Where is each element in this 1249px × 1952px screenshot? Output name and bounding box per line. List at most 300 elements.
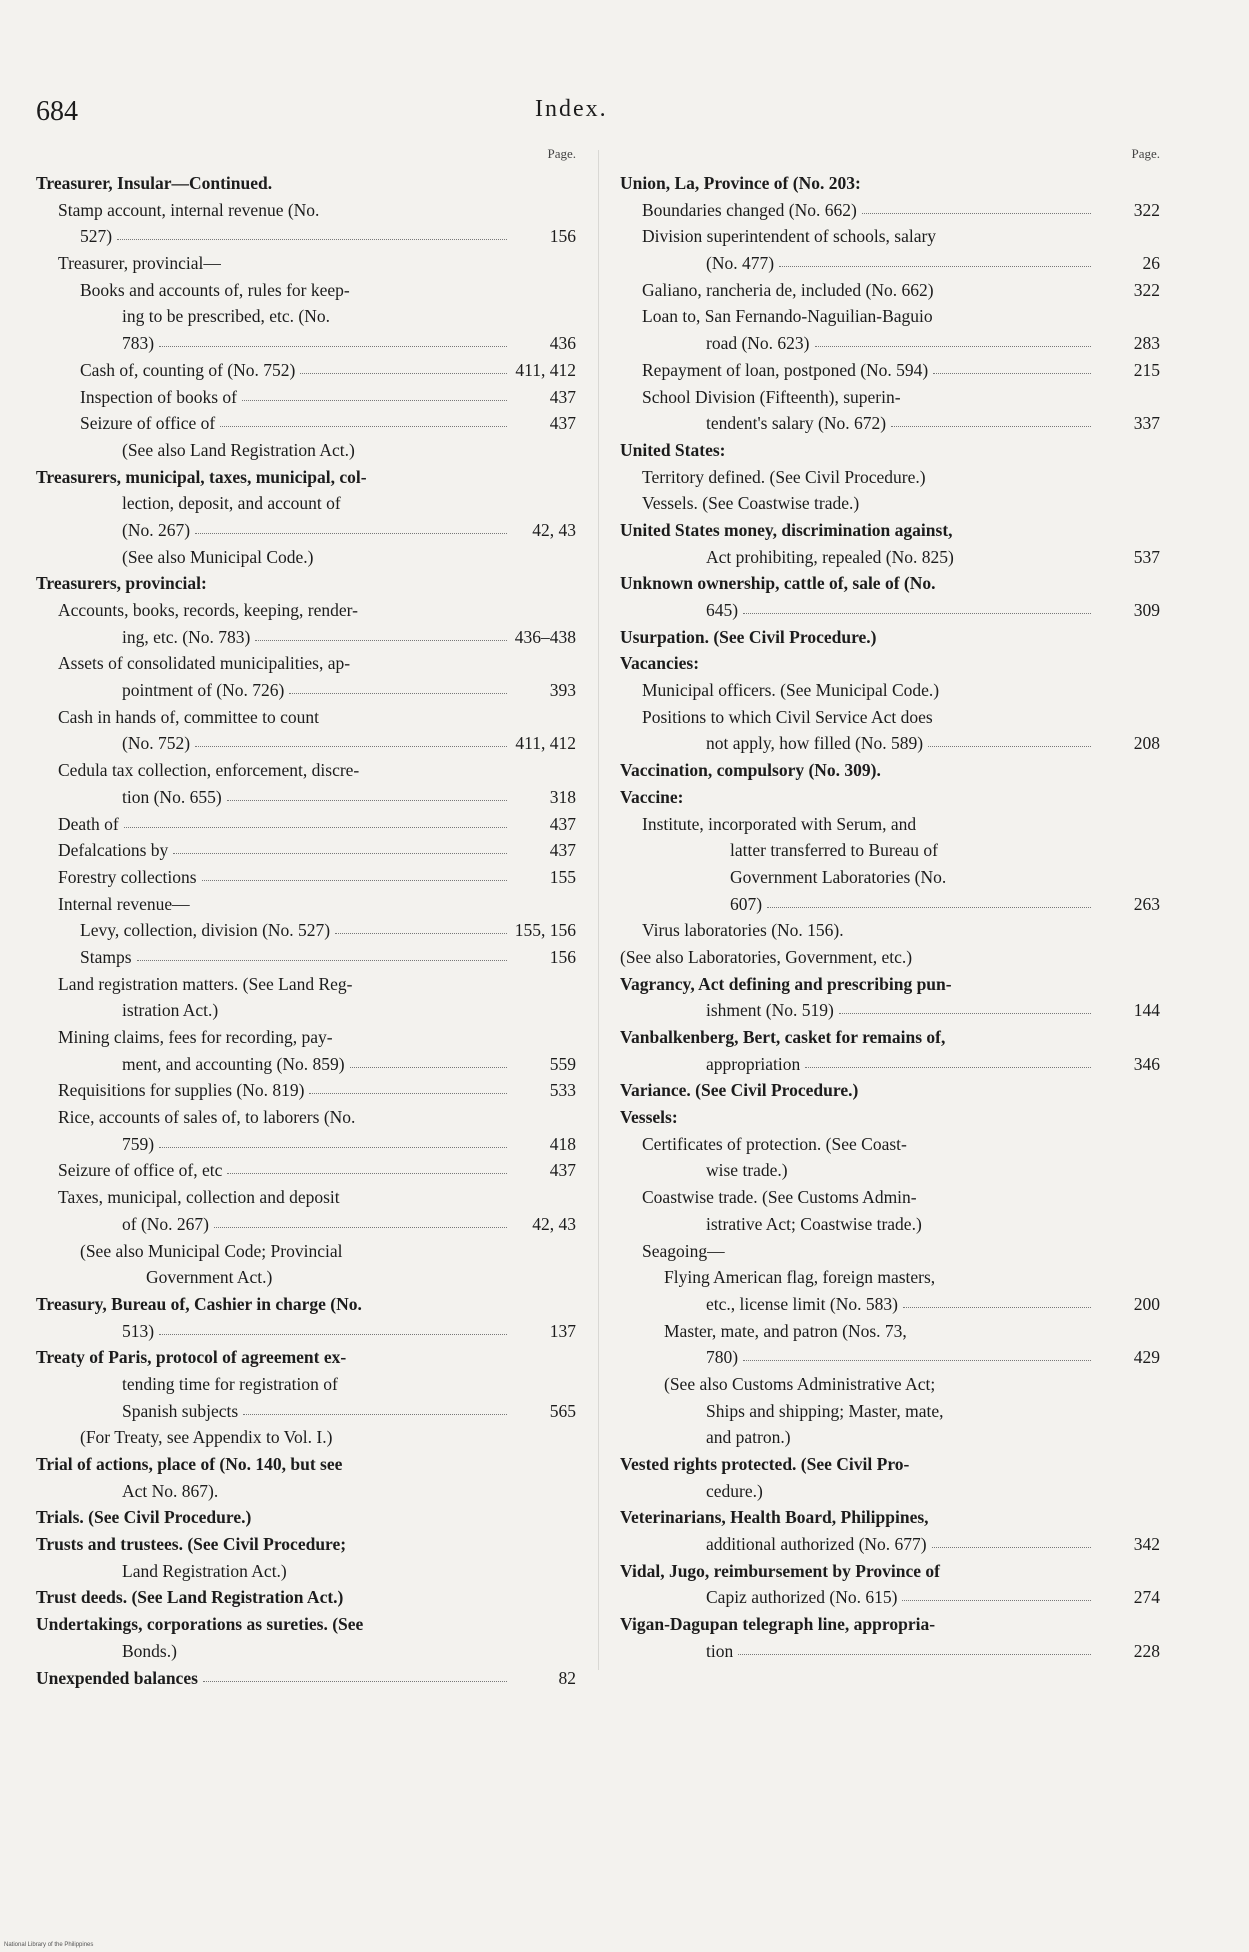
entry-text: Institute, incorporated with Serum, and: [642, 813, 917, 834]
dot-leader: [839, 997, 1091, 1014]
entry-text: Forestry collections: [58, 866, 197, 887]
page-reference: 436: [549, 333, 576, 354]
index-line: [36, 597, 576, 624]
page-reference: 393: [549, 680, 576, 701]
index-line: [620, 277, 1160, 304]
index-line: [620, 784, 1160, 811]
running-head: Index.: [535, 96, 608, 122]
page-reference: 26: [1142, 253, 1160, 274]
entry-text: Veterinarians, Health Board, Philippines,: [620, 1507, 929, 1528]
page-reference: 437: [549, 386, 576, 407]
entry-text: ing to be prescribed, etc. (No.: [122, 306, 330, 327]
page-reference: 437: [549, 813, 576, 834]
dot-leader: [195, 730, 507, 747]
entry-text: Land Registration Act.): [122, 1560, 287, 1581]
entry-text: Certificates of protection. (See Coast-: [642, 1133, 907, 1154]
dot-leader: [137, 944, 507, 961]
entry-text: Unknown ownership, cattle of, sale of (No.: [620, 573, 936, 594]
page-reference: 263: [1133, 893, 1160, 914]
entry-text: Capiz authorized (No. 615): [706, 1587, 898, 1608]
index-line: [620, 1478, 1160, 1505]
dot-leader: [195, 517, 507, 534]
index-line: [620, 1264, 1160, 1291]
entry-text: Vigan-Dagupan telegraph line, appropria-: [620, 1614, 936, 1635]
index-line: [620, 1424, 1160, 1451]
dot-leader: [815, 330, 1091, 347]
entry-text: tendent's salary (No. 672): [706, 413, 887, 434]
entry-text: tion (No. 655): [122, 786, 222, 807]
index-line: [620, 517, 1160, 544]
index-line: [36, 864, 576, 891]
left-column: [36, 146, 576, 1691]
entry-text: Loan to, San Fernando-Naguilian-Baguio: [642, 306, 933, 327]
entry-text: School Division (Fifteenth), superin-: [642, 386, 901, 407]
index-line: [620, 170, 1160, 197]
index-line: [620, 730, 1160, 757]
page-reference: 337: [1133, 413, 1160, 434]
dot-leader: [738, 1638, 1091, 1655]
entry-text: road (No. 623): [706, 333, 810, 354]
entry-text: cedure.): [706, 1480, 763, 1501]
dot-leader: [220, 410, 507, 427]
entry-text: Vessels. (See Coastwise trade.): [642, 493, 860, 514]
page-reference: 144: [1133, 1000, 1160, 1021]
index-line: [36, 1211, 576, 1238]
index-line: [36, 650, 576, 677]
page-reference: 559: [549, 1053, 576, 1074]
entry-text: Positions to which Civil Service Act does: [642, 706, 933, 727]
entry-text: latter transferred to Bureau of: [730, 840, 938, 861]
entry-text: Books and accounts of, rules for keep-: [80, 279, 350, 300]
dot-leader: [309, 1077, 507, 1094]
index-line: [36, 1558, 576, 1585]
page-reference: 537: [1133, 546, 1160, 567]
index-line: [620, 197, 1160, 224]
entry-text: Spanish subjects: [122, 1400, 239, 1421]
index-line: [36, 757, 576, 784]
dot-leader: [202, 864, 507, 881]
entry-text: Accounts, books, records, keeping, render-: [58, 600, 358, 620]
index-line: [36, 997, 576, 1024]
index-line: [620, 997, 1160, 1024]
entry-text: istrative Act; Coastwise trade.): [706, 1213, 922, 1234]
right-column: [620, 146, 1160, 1665]
index-line: [620, 1077, 1160, 1104]
index-line: [620, 1318, 1160, 1345]
index-line: [620, 1398, 1160, 1425]
index-line: [620, 544, 1160, 571]
index-line: [620, 971, 1160, 998]
index-line: [36, 891, 576, 918]
index-line: [36, 1264, 576, 1291]
dot-leader: [902, 1584, 1091, 1601]
index-line: [36, 944, 576, 971]
page-reference: 228: [1133, 1640, 1160, 1661]
index-line: [36, 1371, 576, 1398]
index-line: [620, 1451, 1160, 1478]
index-line: [36, 1584, 576, 1611]
index-line: [36, 1665, 576, 1692]
dot-leader: [743, 1344, 1091, 1361]
index-line: [36, 250, 576, 277]
index-line: [620, 891, 1160, 918]
entry-text: Trust deeds. (See Land Registration Act.): [36, 1587, 344, 1608]
page-reference: 437: [549, 840, 576, 861]
entry-text: Seizure of office of: [80, 413, 216, 434]
entry-text: Vaccination, compulsory (No. 309).: [620, 760, 881, 781]
index-line: [36, 730, 576, 757]
entry-text: ishment (No. 519): [706, 1000, 834, 1021]
entry-text: Taxes, municipal, collection and deposit: [58, 1187, 340, 1208]
entry-text: Inspection of books of: [80, 386, 237, 407]
index-line: [620, 1051, 1160, 1078]
entry-text: Trusts and trustees. (See Civil Procedure;: [36, 1534, 347, 1555]
index-line: [620, 597, 1160, 624]
entry-text: Bonds.): [122, 1640, 177, 1661]
page-reference: 155: [549, 866, 576, 887]
entry-text: Rice, accounts of sales of, to laborers (No.: [58, 1107, 356, 1128]
column-rule: [598, 150, 599, 1670]
page-reference: 137: [549, 1320, 576, 1341]
dot-leader: [743, 597, 1091, 614]
entry-text: (No. 752): [122, 733, 191, 754]
entry-text: Boundaries changed (No. 662): [642, 199, 857, 220]
entry-text: Treasurers, municipal, taxes, municipal, col-: [36, 466, 367, 487]
entry-text: Galiano, rancheria de, included (No. 662): [642, 279, 934, 300]
entry-text: tion: [706, 1640, 734, 1661]
index-line: [620, 677, 1160, 704]
index-line: [36, 1638, 576, 1665]
index-line: [620, 1157, 1160, 1184]
index-line: [620, 437, 1160, 464]
index-line: [620, 1024, 1160, 1051]
index-line: [620, 357, 1160, 384]
dot-leader: [932, 1531, 1091, 1548]
entry-text: Coastwise trade. (See Customs Admin-: [642, 1187, 917, 1208]
index-line: [36, 490, 576, 517]
page-reference: 156: [549, 946, 576, 967]
index-line: [36, 544, 576, 571]
entry-text: Seagoing—: [642, 1240, 725, 1261]
page-reference: 200: [1133, 1293, 1160, 1314]
entry-text: 780): [706, 1347, 739, 1368]
index-line: [36, 1051, 576, 1078]
entry-text: (No. 477): [706, 253, 775, 274]
entry-text: (No. 267): [122, 519, 191, 540]
column-page-label: Page.: [1131, 146, 1160, 161]
index-line: [620, 1344, 1160, 1371]
dot-leader: [159, 1131, 507, 1148]
dot-leader: [173, 837, 507, 854]
entry-text: Usurpation. (See Civil Procedure.): [620, 626, 877, 647]
entry-text: Cedula tax collection, enforcement, discre-: [58, 760, 360, 781]
page-reference: 42, 43: [532, 519, 576, 540]
page-reference: 156: [549, 226, 576, 247]
entry-text: Act prohibiting, repealed (No. 825): [706, 546, 954, 567]
dot-leader: [862, 197, 1091, 214]
index-line: [36, 223, 576, 250]
dot-leader: [928, 730, 1091, 747]
entry-text: Unexpended balances: [36, 1667, 198, 1688]
page-reference: 342: [1133, 1534, 1160, 1555]
entry-text: Mining claims, fees for recording, pay-: [58, 1027, 333, 1047]
entry-text: Seizure of office of, etc: [58, 1160, 223, 1181]
index-line: [36, 170, 576, 197]
column-page-label: Page.: [547, 146, 576, 161]
dot-leader: [117, 223, 507, 240]
entry-text: Cash in hands of, committee to count: [58, 706, 319, 727]
entry-text: Vessels:: [620, 1107, 678, 1128]
index-entries: [36, 170, 576, 1691]
index-line: [36, 410, 576, 437]
index-line: [36, 1344, 576, 1371]
index-line: [36, 704, 576, 731]
entry-text: wise trade.): [706, 1160, 788, 1181]
index-line: [36, 277, 576, 304]
index-line: [620, 1504, 1160, 1531]
index-line: [620, 837, 1160, 864]
entry-text: Death of: [58, 813, 119, 834]
entry-text: additional authorized (No. 677): [706, 1534, 927, 1555]
index-line: [620, 570, 1160, 597]
dot-leader: [214, 1211, 507, 1228]
index-line: [36, 677, 576, 704]
dot-leader: [933, 357, 1091, 374]
index-line: [36, 1077, 576, 1104]
dot-leader: [159, 1318, 507, 1335]
entry-text: Treasurer, Insular—Continued.: [36, 173, 273, 193]
entry-text: ing, etc. (No. 783): [122, 626, 251, 647]
entry-text: not apply, how filled (No. 589): [706, 733, 924, 754]
entry-text: Undertakings, corporations as sureties. (See: [36, 1614, 364, 1635]
entry-text: appropriation: [706, 1053, 801, 1074]
dot-leader: [242, 384, 507, 401]
page-reference: 82: [558, 1667, 576, 1688]
index-line: [620, 1584, 1160, 1611]
index-line: [36, 570, 576, 597]
entry-text: Defalcations by: [58, 840, 169, 861]
entry-text: Stamps: [80, 946, 132, 967]
entry-text: Assets of consolidated municipalities, ap-: [58, 653, 351, 674]
entry-text: Requisitions for supplies (No. 819): [58, 1080, 305, 1101]
index-line: [36, 437, 576, 464]
entry-text: Vanbalkenberg, Bert, casket for remains of,: [620, 1027, 946, 1047]
entry-text: Vacancies:: [620, 653, 700, 674]
index-line: [36, 384, 576, 411]
index-line: [620, 864, 1160, 891]
index-line: [36, 303, 576, 330]
page-reference: 155, 156: [514, 920, 576, 941]
dot-leader: [159, 330, 507, 347]
entry-text: of (No. 267): [122, 1213, 209, 1234]
entry-text: lection, deposit, and account of: [122, 493, 341, 514]
dot-leader: [767, 891, 1091, 908]
entry-text: United States:: [620, 439, 726, 460]
page-reference: 436–438: [514, 626, 576, 647]
index-line: [620, 1238, 1160, 1265]
index-line: [620, 650, 1160, 677]
dot-leader: [203, 1665, 507, 1682]
index-line: [620, 464, 1160, 491]
index-line: [620, 917, 1160, 944]
index-line: [36, 837, 576, 864]
index-line: [620, 1291, 1160, 1318]
dot-leader: [124, 811, 507, 828]
index-line: [36, 1184, 576, 1211]
dot-leader: [350, 1051, 507, 1068]
index-line: [36, 1131, 576, 1158]
entry-text: (See also Customs Administrative Act;: [664, 1373, 936, 1394]
page-reference: 42, 43: [532, 1213, 576, 1234]
footer-credit: National Library of the Philippines: [4, 1942, 94, 1948]
index-line: [36, 1611, 576, 1638]
index-line: [36, 1238, 576, 1265]
entry-text: Treasurer, provincial—: [58, 253, 221, 274]
entry-text: Land registration matters. (See Land Reg-: [58, 973, 353, 994]
index-line: [36, 357, 576, 384]
index-line: [36, 1451, 576, 1478]
index-line: [620, 1211, 1160, 1238]
index-line: [620, 704, 1160, 731]
index-line: [620, 757, 1160, 784]
index-line: [620, 410, 1160, 437]
index-line: [620, 1131, 1160, 1158]
entry-text: United States money, discrimination against,: [620, 519, 953, 540]
entry-text: 783): [122, 333, 155, 354]
entry-text: Stamp account, internal revenue (No.: [58, 199, 320, 220]
index-line: [620, 250, 1160, 277]
index-line: [620, 624, 1160, 651]
index-line: [620, 811, 1160, 838]
entry-text: Act No. 867).: [122, 1480, 219, 1501]
index-line: [620, 1611, 1160, 1638]
index-line: [36, 1504, 576, 1531]
entry-text: (See also Land Registration Act.): [122, 439, 355, 460]
page-reference: 318: [549, 786, 576, 807]
entry-text: Treasury, Bureau of, Cashier in charge (No.: [36, 1293, 362, 1314]
entry-text: tending time for registration of: [122, 1373, 338, 1394]
index-line: [620, 1371, 1160, 1398]
entry-text: Internal revenue—: [58, 893, 190, 914]
page-number: 684: [36, 96, 78, 127]
index-line: [36, 1157, 576, 1184]
entry-text: Government Act.): [146, 1267, 273, 1288]
dot-leader: [300, 357, 507, 374]
entry-text: 759): [122, 1133, 155, 1154]
entry-text: Territory defined. (See Civil Procedure.): [642, 466, 926, 487]
index-line: [620, 1638, 1160, 1665]
entry-text: and patron.): [706, 1427, 791, 1448]
page-reference: 429: [1133, 1347, 1160, 1368]
entry-text: Master, mate, and patron (Nos. 73,: [664, 1320, 907, 1341]
entry-text: Government Laboratories (No.: [730, 866, 947, 887]
dot-leader: [227, 784, 507, 801]
entry-text: Treaty of Paris, protocol of agreement ex-: [36, 1347, 347, 1368]
index-line: [620, 490, 1160, 517]
entry-text: Union, La, Province of (No. 203:: [620, 173, 861, 193]
entry-text: Municipal officers. (See Municipal Code.): [642, 680, 940, 701]
page-reference: 283: [1133, 333, 1160, 354]
dot-leader: [243, 1398, 507, 1415]
entry-text: Trials. (See Civil Procedure.): [36, 1507, 252, 1528]
page-reference: 418: [549, 1133, 576, 1154]
dot-leader: [779, 250, 1091, 267]
entry-text: pointment of (No. 726): [122, 680, 285, 701]
entry-text: 645): [706, 600, 739, 620]
index-line: [36, 517, 576, 544]
entry-text: 527): [80, 226, 113, 247]
entry-text: Treasurers, provincial:: [36, 573, 207, 594]
entry-text: Flying American flag, foreign masters,: [664, 1267, 936, 1288]
page-reference: 215: [1133, 359, 1160, 380]
entry-text: Cash of, counting of (No. 752): [80, 359, 296, 380]
dot-leader: [891, 410, 1091, 427]
page-reference: 437: [549, 413, 576, 434]
entry-text: Variance. (See Civil Procedure.): [620, 1080, 859, 1101]
dot-leader: [335, 917, 507, 934]
dot-leader: [255, 624, 507, 641]
index-line: [620, 1104, 1160, 1131]
index-line: [36, 1104, 576, 1131]
index-line: [36, 1478, 576, 1505]
page-reference: 533: [549, 1080, 576, 1101]
entry-text: Vaccine:: [620, 786, 684, 807]
dot-leader: [805, 1051, 1091, 1068]
entry-text: Virus laboratories (No. 156).: [642, 920, 844, 941]
index-line: [620, 384, 1160, 411]
entry-text: Ships and shipping; Master, mate,: [706, 1400, 944, 1421]
entry-text: etc., license limit (No. 583): [706, 1293, 898, 1314]
index-line: [620, 1531, 1160, 1558]
page-reference: 322: [1133, 279, 1160, 300]
page-reference: 322: [1133, 199, 1160, 220]
page-reference: 411, 412: [515, 733, 576, 754]
dot-leader: [289, 677, 507, 694]
index-line: [36, 917, 576, 944]
index-line: [36, 784, 576, 811]
index-line: [36, 1424, 576, 1451]
entry-text: ment, and accounting (No. 859): [122, 1053, 345, 1074]
entry-text: 607): [730, 893, 763, 914]
dot-leader: [903, 1291, 1091, 1308]
entry-text: Vagrancy, Act defining and prescribing pun-: [620, 973, 952, 994]
entry-text: (For Treaty, see Appendix to Vol. I.): [80, 1427, 333, 1448]
entry-text: Vidal, Jugo, reimbursement by Province of: [620, 1560, 941, 1581]
entry-text: Vested rights protected. (See Civil Pro-: [620, 1454, 910, 1474]
index-line: [36, 464, 576, 491]
index-entries: [620, 170, 1160, 1665]
index-line: [36, 971, 576, 998]
index-line: [36, 811, 576, 838]
index-line: [620, 223, 1160, 250]
page-reference: 411, 412: [515, 359, 576, 380]
page-reference: 437: [549, 1160, 576, 1181]
index-line: [620, 1184, 1160, 1211]
index-line: [36, 624, 576, 651]
page-reference: 346: [1133, 1053, 1160, 1074]
index-line: [620, 944, 1160, 971]
index-line: [36, 1024, 576, 1051]
dot-leader: [227, 1157, 507, 1174]
entry-text: (See also Municipal Code.): [122, 546, 314, 567]
entry-text: (See also Municipal Code; Provincial: [80, 1240, 343, 1261]
page-reference: 274: [1133, 1587, 1160, 1608]
index-line: [36, 1531, 576, 1558]
entry-text: Repayment of loan, postponed (No. 594): [642, 359, 929, 380]
index-line: [36, 1398, 576, 1425]
index-line: [620, 303, 1160, 330]
index-line: [620, 1558, 1160, 1585]
